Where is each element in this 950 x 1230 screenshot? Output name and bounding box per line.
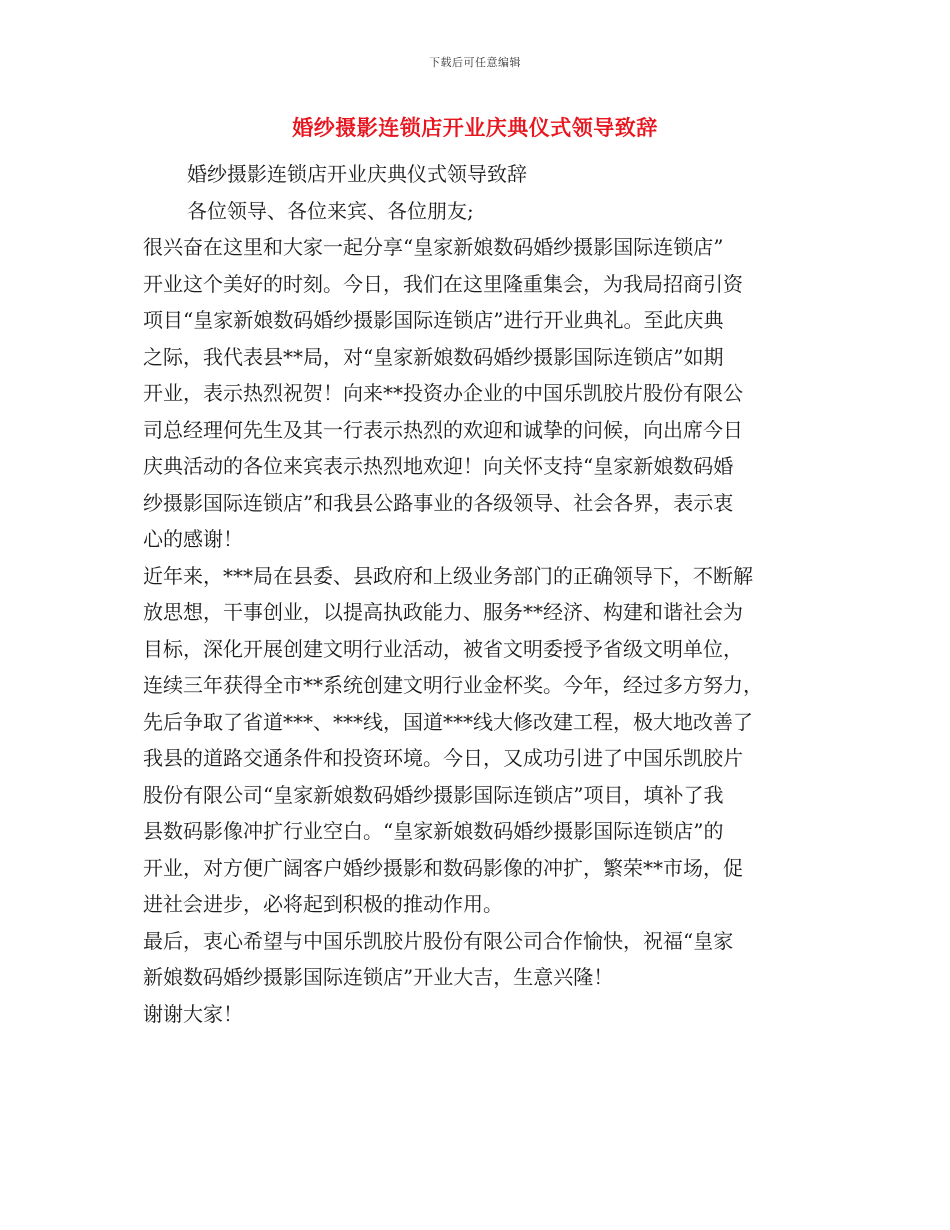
body-line: 很兴奋在这里和大家一起分享“皇家新娘数码婚纱摄影国际连锁店” [143,235,724,259]
body-line: 股份有限公司“皇家新娘数码婚纱摄影国际连锁店”项目，填补了我 [143,782,724,807]
body-line: 之际，我代表县**局，对“皇家新娘数码婚纱摄影国际连锁店”如期 [143,344,724,369]
header-note: 下载后可任意编辑 [429,56,521,69]
document-body [143,156,808,1032]
body-line: 庆典活动的各位来宾表示热烈地欢迎！向关怀支持“皇家新娘数码婚 [143,454,734,478]
body-line: 心的感谢！ [143,527,243,551]
body-line: 放思想，干事创业，以提高执政能力、服务**经济、构建和谐社会为 [143,600,743,624]
body-line: 目标，深化开展创建文明行业活动，被省文明委授予省级文明单位， [143,636,743,661]
body-line: 纱摄影国际连锁店”和我县公路事业的各级领导、社会各界，表示衷 [143,490,734,515]
body-line: 我县的道路交通条件和投资环境。今日，又成功引进了中国乐凯胶片 [143,746,743,770]
document-title: 婚纱摄影连锁店开业庆典仪式领导致辞 [292,115,658,140]
body-line: 开业，对方便广阔客户婚纱摄影和数码影像的冲扩，繁荣**市场，促 [143,855,743,880]
body-line: 新娘数码婚纱摄影国际连锁店”开业大吉，生意兴隆！ [143,965,614,989]
body-line: 项目“皇家新娘数码婚纱摄影国际连锁店”进行开业典礼。至此庆典 [143,308,724,332]
salutation-line: 各位领导、各位来宾、各位朋友; [187,198,474,223]
body-line: 近年来，***局在县委、县政府和上级业务部门的正确领导下，不断解 [143,563,753,588]
closing-line: 谢谢大家！ [143,1001,243,1026]
body-line: 开业这个美好的时刻。今日，我们在这里隆重集会，为我局招商引资 [143,271,743,296]
body-line: 司总经理何先生及其一行表示热烈的欢迎和诚挚的问候，向出席今日 [143,417,743,442]
body-line: 先后争取了省道***、***线，国道***线大修改建工程，极大地改善了 [143,709,753,734]
body-line: 县数码影像冲扩行业空白。“皇家新娘数码婚纱摄影国际连锁店”的 [143,819,724,843]
body-line: 进社会进步，必将起到积极的推动作用。 [143,892,503,916]
subtitle-line: 婚纱摄影连锁店开业庆典仪式领导致辞 [187,162,527,186]
body-line: 最后，衷心希望与中国乐凯胶片股份有限公司合作愉快，祝福“皇家 [143,928,734,953]
body-line: 开业，表示热烈祝贺！向来**投资办企业的中国乐凯胶片股份有限公 [143,381,743,405]
body-line: 连续三年获得全市**系统创建文明行业金杯奖。今年，经过多方努力， [143,673,763,697]
